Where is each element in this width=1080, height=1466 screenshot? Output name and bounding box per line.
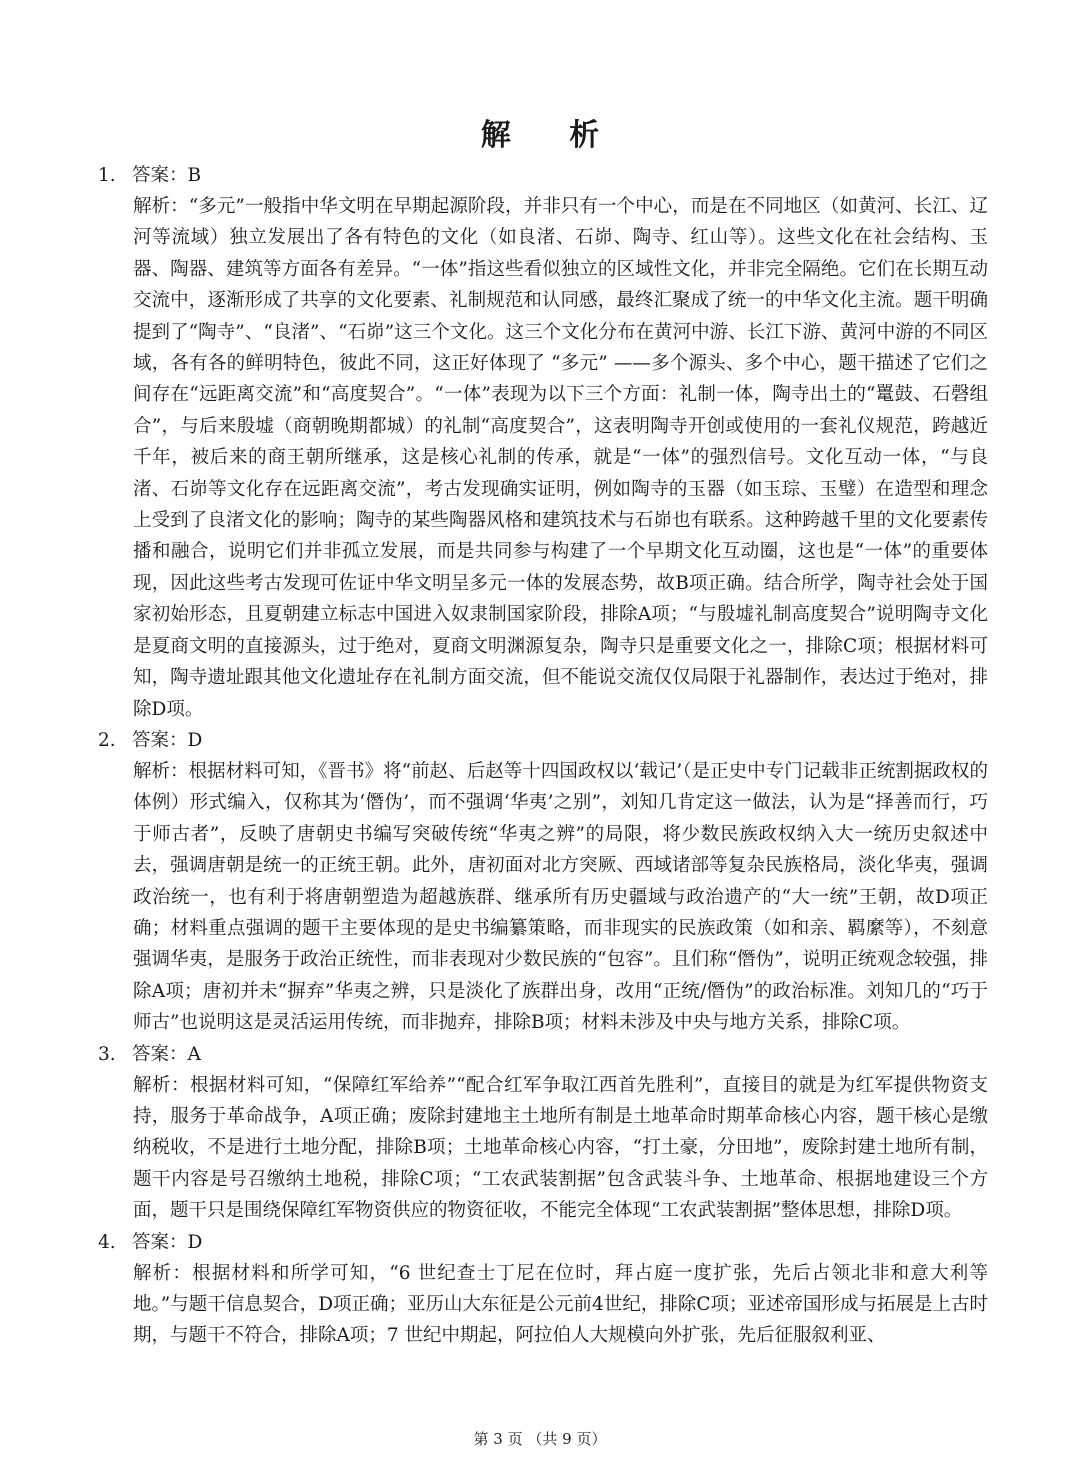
question-1 xyxy=(98,160,988,725)
analysis-text: 解析：“多元”一般指中华文明在早期起源阶段，并非只有一个中心，而是在不同地区（如黄河、长江、辽河等流域）独立发展出了各有特色的文化（如良渚、石峁、陶寺、红山等）。这些文化在社会结构、玉器、陶器、建筑等方面各有差异。“一体”指这些看似独立的区域性文化，并非完全隔绝。它们在长期互动交流中，逐渐形成了共享的文化要素、礼制规范和认同感，最终汇聚成了统一的中华文化主流。题干明确提到了“陶寺”、“良渚”、“石峁”这三个文化。这三个文化分布在黄河中游、长江下游、黄河中游的不同区域，各有各的鲜明特色，彼此不同，这正好体现了 “多元” ——多个源头、多个中心，题干描述了它们之间存在“远距离交流”和“高度契合”。“一体”表现为以下三个方面：礼制一体，陶寺出土的“鼍鼓、石磬组合”，与后来殷墟（商朝晚期都城）的礼制“高度契合”，这表明陶寺开创或使用的一套礼仪规范，跨越近千年，被后来的商王朝所继承，这是核心礼制的传承，就是“一体”的强烈信号。文化互动一体，“与良渚、石峁等文化存在远距离交流”，考古发现确实证明，例如陶寺的玉器（如玉琮、玉璧）在造型和理念上受到了良渚文化的影响；陶寺的某些陶器风格和建筑技术与石峁也有联系。这种跨越千里的文化要素传播和融合，说明它们并非孤立发展，而是共同参与构建了一个早期文化互动圈，这也是“一体”的重要体现，因此这些考古发现可佐证中华文明呈多元一体的发展态势，故B项正确。结合所学，陶寺社会处于国家初始形态，且夏朝建立标志中国进入奴隶制国家阶段，排除A项；“与殷墟礼制高度契合”说明陶寺文化是夏商文明的直接源头，过于绝对，夏商文明渊源复杂，陶寺只是重要文化之一，排除C项；根据材料可知，陶寺遗址跟其他文化遗址存在礼制方面交流，但不能说交流仅仅局限于礼器制作，表达过于绝对，排除D项。 xyxy=(133,196,988,720)
answer-label: 答案：A xyxy=(132,1043,201,1065)
question-4 xyxy=(98,1227,988,1352)
analysis-text: 解析：根据材料可知，《晋书》将“前赵、后赵等十四国政权以‘载记’（是正史中专门记载非正统割据政权的体例）形式编入，仅称其为‘僭伪’，而不强调‘华夷’之别”，刘知几肯定这一做法，认为是“择善而行，巧于师古者”，反映了唐朝史书编写突破传统“华夷之辨”的局限，将少数民族政权纳入大一统历史叙述中去，强调唐朝是统一的正统王朝。此外，唐初面对北方突厥、西域诸部等复杂民族格局，淡化华夷，强调政治统一，也有利于将唐朝塑造为超越族群、继承所有历史疆域与政治遗产的“大一统”王朝，故D项正确；材料重点强调的题干主要体现的是史书编纂策略，而非现实的民族政策（如和亲、羁縻等），不刻意强调华夷，是服务于政治正统性，而非表现对少数民族的“包容”。且们称“僭伪”，说明正统观念较强，排除A项；唐初并未“摒弃”华夷之辨，只是淡化了族群出身，改用“正统/僭伪”的政治标准。刘知几的“巧于师古”也说明这是灵活运用传统，而非抛弃，排除B项；材料未涉及中央与地方关系，排除C项。 xyxy=(133,760,988,1034)
analysis-text: 解析：根据材料可知，“保障红军给养”“配合红军争取江西首先胜利”，直接目的就是为红军提供物资支持，服务于革命战争，A项正确；废除封建地主土地所有制是土地革命时期革命核心内容，题干核心是缴纳税收，不是进行土地分配，排除B项；土地革命核心内容，“打土豪，分田地”，废除封建土地所有制，题干内容是号召缴纳土地税，排除C项；“工农武装割据”包含武装斗争、土地革命、根据地建设三个方面，题干只是围绕保障红军物资供应的物资征收，不能完全体现“工农武装割据”整体思想，排除D项。 xyxy=(133,1074,988,1222)
question-number: 4. xyxy=(98,1231,116,1253)
analysis-text: 解析：根据材料和所学可知，“6 世纪查士丁尼在位时，拜占庭一度扩张，先后占领北非和意大利等地。”与题干信息契合，D项正确；亚历山大东征是公元前4世纪，排除C项；亚述帝国形成与拓展是上古时期，与题干不符合，排除A项；7 世纪中期起，阿拉伯人大规模向外扩张，先后征服叙利亚、 xyxy=(133,1262,988,1347)
question-number: 1. xyxy=(98,165,116,186)
question-number: 2. xyxy=(98,729,116,751)
answer-content xyxy=(98,160,988,1352)
question-3 xyxy=(98,1039,988,1227)
page-footer: 第 3 页 （共 9 页） xyxy=(473,1430,607,1448)
question-number: 3. xyxy=(98,1043,116,1065)
answer-label: 答案：D xyxy=(132,729,203,751)
question-2 xyxy=(98,725,988,1039)
page-title: 解 析 xyxy=(480,118,624,153)
answer-label: 答案：D xyxy=(132,1231,203,1253)
answer-label: 答案：B xyxy=(132,165,202,186)
